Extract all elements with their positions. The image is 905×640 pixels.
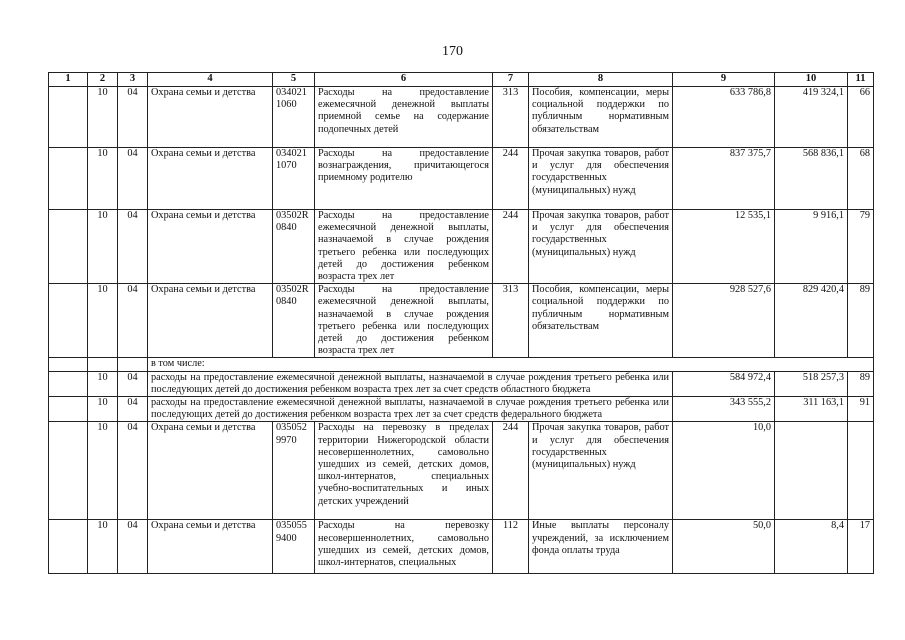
cell-expense-name: Прочая закупка товаров, работ и услуг для обеспечения государственных (муниципальных) нужд — [529, 148, 673, 210]
cell-section-name: Охрана семьи и детства — [148, 520, 273, 574]
cell-section: 10 — [88, 148, 118, 210]
cell-section: 10 — [88, 397, 118, 422]
cell-actual: 829 420,4 — [775, 284, 848, 358]
cell-percent: 89 — [848, 371, 874, 396]
cell-col1 — [49, 87, 88, 148]
cell-subsection: 04 — [118, 210, 148, 284]
cell-subsection: 04 — [118, 520, 148, 574]
cell-percent: 68 — [848, 148, 874, 210]
note-including: в том числе: — [148, 358, 874, 371]
col-header: 6 — [315, 73, 493, 87]
cell-section-name: Охрана семьи и детства — [148, 422, 273, 520]
col-header: 8 — [529, 73, 673, 87]
col-header: 7 — [493, 73, 529, 87]
cell-expense-name: Пособия, компенсации, меры социальной поддержки по публичным нормативным обязательствам — [529, 87, 673, 148]
table-row — [49, 520, 874, 574]
cell-target-code: 034021 1070 — [273, 148, 315, 210]
cell-plan: 837 375,7 — [673, 148, 775, 210]
cell-expense-type: 313 — [493, 284, 529, 358]
cell-col1 — [49, 422, 88, 520]
cell-plan: 928 527,6 — [673, 284, 775, 358]
cell-section: 10 — [88, 87, 118, 148]
cell-expense-type: 244 — [493, 148, 529, 210]
cell-plan: 584 972,4 — [673, 371, 775, 396]
col-header: 4 — [148, 73, 273, 87]
cell-subsection: 04 — [118, 422, 148, 520]
cell-expense-name: Прочая закупка товаров, работ и услуг для обеспечения государственных (муниципальных) нужд — [529, 422, 673, 520]
col-header: 10 — [775, 73, 848, 87]
col-header: 5 — [273, 73, 315, 87]
cell-sub-description: расходы на предоставление ежемесячной денежной выплаты, назначаемой в случае рождения третьего ребенка или последующих детей до достижения ребенком возраста трех лет за счет средств федерального бюджета — [148, 397, 673, 422]
table-row-note — [49, 358, 874, 371]
cell-target-code: 03502R 0840 — [273, 210, 315, 284]
cell-actual: 8,4 — [775, 520, 848, 574]
table-row-sub — [49, 371, 874, 396]
cell-plan: 10,0 — [673, 422, 775, 520]
budget-table — [48, 72, 874, 574]
col-header: 11 — [848, 73, 874, 87]
cell-subsection: 04 — [118, 397, 148, 422]
cell-actual: 311 163,1 — [775, 397, 848, 422]
cell-plan: 12 535,1 — [673, 210, 775, 284]
cell-subsection: 04 — [118, 284, 148, 358]
col-header: 1 — [49, 73, 88, 87]
cell-purpose: Расходы на предоставление ежемесячной денежной выплаты, назначаемой в случае рождения третьего ребенка или последующих детей до достижения ребенком возраста трех лет — [315, 210, 493, 284]
cell-purpose: Расходы на предоставление ежемесячной денежной выплаты, назначаемой в случае рождения третьего ребенка или последующих детей до достижения ребенком возраста трех лет — [315, 284, 493, 358]
cell-expense-name: Иные выплаты персоналу учреждений, за исключением фонда оплаты труда — [529, 520, 673, 574]
cell-target-code: 03502R 0840 — [273, 284, 315, 358]
cell-target-code: 035055 9400 — [273, 520, 315, 574]
cell-percent: 17 — [848, 520, 874, 574]
cell-actual: 419 324,1 — [775, 87, 848, 148]
cell-expense-type: 112 — [493, 520, 529, 574]
cell-section: 10 — [88, 210, 118, 284]
cell-expense-name: Прочая закупка товаров, работ и услуг для обеспечения государственных (муниципальных) нужд — [529, 210, 673, 284]
cell-col1 — [49, 397, 88, 422]
col-header: 2 — [88, 73, 118, 87]
cell-sub-description: расходы на предоставление ежемесячной денежной выплаты, назначаемой в случае рождения третьего ребенка или последующих детей до достижения ребенком возраста трех лет за счет средств областного бюджета — [148, 371, 673, 396]
cell-col1 — [49, 284, 88, 358]
table-row — [49, 87, 874, 148]
table-row-sub — [49, 397, 874, 422]
header-row — [49, 73, 874, 87]
cell-section: 10 — [88, 284, 118, 358]
cell-subsection: 04 — [118, 148, 148, 210]
cell-percent: 79 — [848, 210, 874, 284]
col-header: 3 — [118, 73, 148, 87]
cell-actual: 518 257,3 — [775, 371, 848, 396]
cell-col1 — [49, 148, 88, 210]
cell-section-name: Охрана семьи и детства — [148, 210, 273, 284]
cell-percent: 89 — [848, 284, 874, 358]
cell-expense-type: 244 — [493, 210, 529, 284]
cell-actual: 568 836,1 — [775, 148, 848, 210]
cell-section: 10 — [88, 371, 118, 396]
table-row — [49, 148, 874, 210]
cell-subsection: 04 — [118, 371, 148, 396]
table-row — [49, 210, 874, 284]
cell-col1 — [49, 358, 88, 371]
cell-section: 10 — [88, 422, 118, 520]
cell-subsection: 04 — [118, 87, 148, 148]
cell-plan: 343 555,2 — [673, 397, 775, 422]
cell-section-name: Охрана семьи и детства — [148, 87, 273, 148]
cell-target-code: 034021 1060 — [273, 87, 315, 148]
table-row — [49, 284, 874, 358]
page-number: 170 — [442, 44, 463, 59]
cell-section-name: Охрана семьи и детства — [148, 284, 273, 358]
cell-expense-type: 244 — [493, 422, 529, 520]
cell-section — [88, 358, 118, 371]
cell-purpose: Расходы на предоставление вознаграждения, причитающегося приемному родителю — [315, 148, 493, 210]
cell-actual: 9 916,1 — [775, 210, 848, 284]
cell-percent: 91 — [848, 397, 874, 422]
cell-expense-type: 313 — [493, 87, 529, 148]
cell-actual — [775, 422, 848, 520]
cell-section: 10 — [88, 520, 118, 574]
cell-plan: 50,0 — [673, 520, 775, 574]
table-row — [49, 422, 874, 520]
cell-col1 — [49, 371, 88, 396]
cell-target-code: 035052 9970 — [273, 422, 315, 520]
cell-plan: 633 786,8 — [673, 87, 775, 148]
cell-percent: 66 — [848, 87, 874, 148]
cell-purpose: Расходы на перевозку несовершеннолетних, самовольно ушедших из семей, детских домов, школ-интернатов, специальных — [315, 520, 493, 574]
cell-purpose: Расходы на перевозку в пределах территории Нижегородской области несовершеннолетних, самовольно ушедших из семей, детских домов, школ-интернатов, специальных учебно-воспитательных и иных детских учреждений — [315, 422, 493, 520]
cell-percent — [848, 422, 874, 520]
cell-col1 — [49, 210, 88, 284]
col-header: 9 — [673, 73, 775, 87]
cell-expense-name: Пособия, компенсации, меры социальной поддержки по публичным нормативным обязательствам — [529, 284, 673, 358]
cell-purpose: Расходы на предоставление ежемесячной денежной выплаты приемной семье на содержание подопечных детей — [315, 87, 493, 148]
cell-col1 — [49, 520, 88, 574]
cell-subsection — [118, 358, 148, 371]
cell-section-name: Охрана семьи и детства — [148, 148, 273, 210]
